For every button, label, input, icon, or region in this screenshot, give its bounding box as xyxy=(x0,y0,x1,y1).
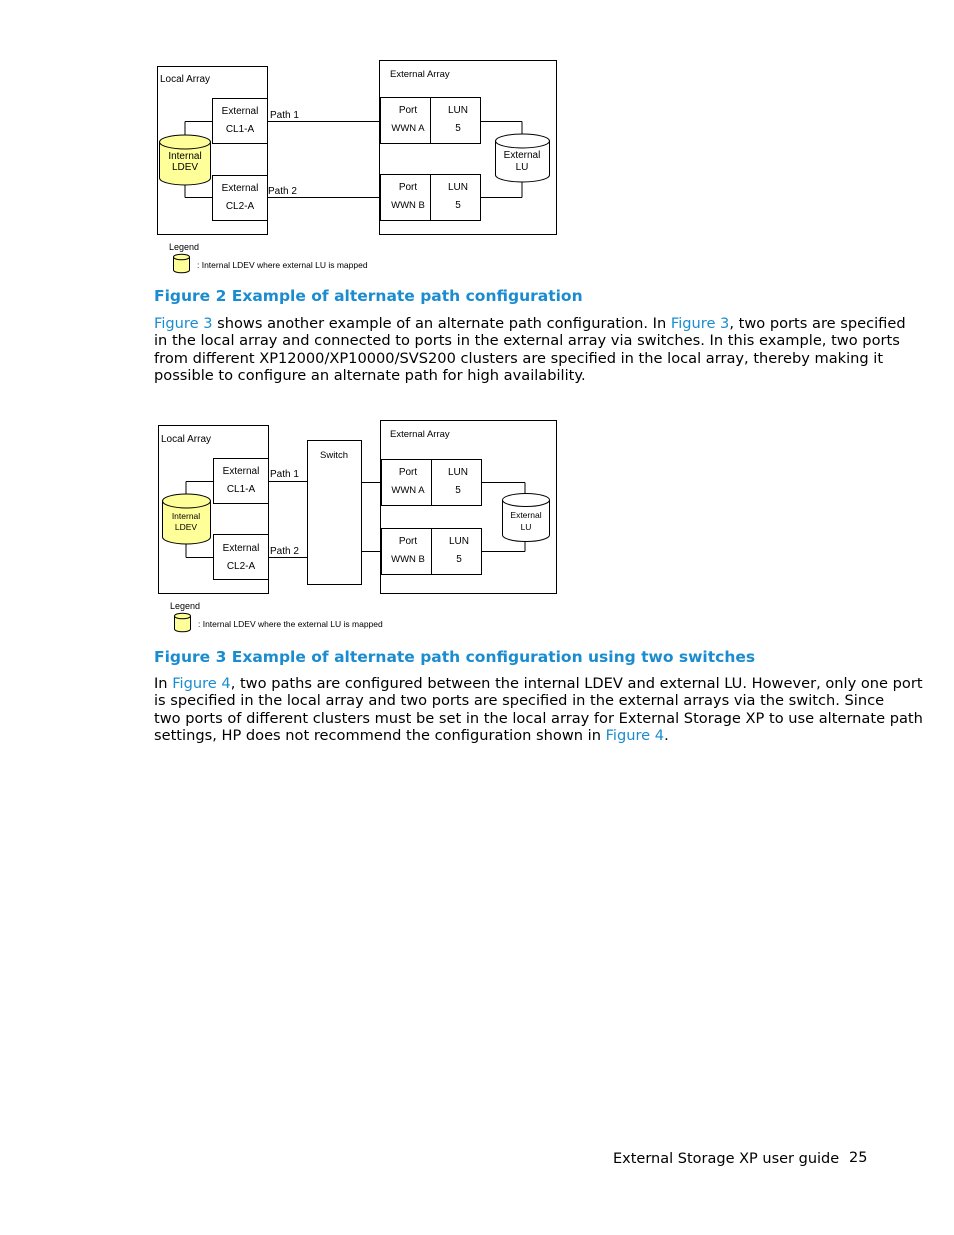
footer-page-number: 25 xyxy=(849,1150,868,1166)
fig2-extlu-label-2: LU xyxy=(515,162,529,173)
fig2-port-b-label-1: Port xyxy=(398,182,418,193)
fig2-path1-label: Path 1 xyxy=(270,110,299,121)
figure-2-diagram xyxy=(158,61,557,273)
fig2-local-array-label: Local Array xyxy=(160,74,211,85)
fig2-extlu-label-1: External xyxy=(503,150,541,161)
legend-ldev-cylinder-icon xyxy=(175,613,191,632)
fig3-lun-b-label-1: LUN xyxy=(448,536,470,547)
fig2-port-a-label-1: Port xyxy=(398,105,418,116)
para1-line-2: in the local array and connected to ports in the external array via switches. In this example, two ports xyxy=(154,332,900,350)
para1-line-1-end: , two ports are specified xyxy=(729,315,906,332)
para2-line-4-start: settings, HP does not recommend the configuration shown in xyxy=(154,726,606,744)
para1-line-4: possible to configure an alternate path for high availability. xyxy=(154,366,586,384)
paragraph-figure-4-description xyxy=(154,675,923,744)
fig3-port-a-label-1: Port xyxy=(398,467,418,478)
figure-4-link[interactable]: Figure 4 xyxy=(172,675,231,692)
fig2-external-array-label: External Array xyxy=(390,69,450,80)
figure-3-caption: Figure 3 Example of alternate path configuration using two switches xyxy=(154,648,756,666)
para2-line-4-end: . xyxy=(664,726,669,744)
switch-box xyxy=(308,441,362,585)
fig3-path2-label: Path 2 xyxy=(270,546,299,557)
fig3-cl2-label-1: External xyxy=(222,543,260,554)
fig3-external-array-label: External Array xyxy=(390,429,450,440)
para2-line-3: two ports of different clusters must be set in the local array for External Storage XP to use alternate path xyxy=(154,709,923,727)
fig3-port-b-label-1: Port xyxy=(398,536,418,547)
para2-line-1-end: , two paths are configured between the internal LDEV and external LU. However, only one port xyxy=(230,675,923,692)
fig2-cl1-label-1: External xyxy=(221,106,259,117)
para2-line-2: is specified in the local array and two ports are specified in the external arrays via the switch. Since xyxy=(154,692,885,710)
figure-3-diagram xyxy=(159,421,557,632)
fig3-switch-label: Switch xyxy=(320,450,348,461)
fig3-cl1-label-2: CL1-A xyxy=(226,484,256,495)
legend-ldev-cylinder-icon xyxy=(174,254,190,273)
fig2-lun-a-label-1: LUN xyxy=(447,105,469,116)
fig2-lun-a-label-2: 5 xyxy=(455,123,461,134)
fig3-cl2-label-2: CL2-A xyxy=(226,561,256,572)
fig3-ldev-label-1: Internal xyxy=(171,511,201,521)
fig2-lun-b-label-2: 5 xyxy=(455,200,461,211)
para2-line-4 xyxy=(154,727,860,744)
fig2-port-a-label-2: WWN A xyxy=(391,123,425,134)
fig2-ldev-label-2: LDEV xyxy=(171,162,199,173)
fig2-lun-b-label-1: LUN xyxy=(447,182,469,193)
para1-line-3: from different XP12000/XP10000/SVS200 clusters are specified in the local array, thereby making it xyxy=(154,349,884,367)
fig3-lun-a-label-2: 5 xyxy=(455,485,461,496)
fig3-extlu-label-1: External xyxy=(510,510,542,520)
fig3-cl1-label-1: External xyxy=(222,466,260,477)
para2-line-1 xyxy=(154,675,923,692)
fig3-lun-a-label-1: LUN xyxy=(447,467,469,478)
fig2-cl1-label-2: CL1-A xyxy=(225,124,255,135)
fig3-port-a-label-2: WWN A xyxy=(391,485,425,496)
fig2-legend-text: : Internal LDEV where external LU is mapped xyxy=(197,260,368,270)
figure-4-link[interactable]: Figure 4 xyxy=(605,726,665,744)
fig3-local-array-label: Local Array xyxy=(161,434,212,445)
para1-line-1-mid: shows another example of an alternate path configuration. In xyxy=(212,315,671,332)
fig2-cl2-label-1: External xyxy=(221,183,259,194)
paragraph-figure-3-description xyxy=(154,315,906,384)
figure-3-link[interactable]: Figure 3 xyxy=(670,315,730,332)
para1-line-1 xyxy=(154,315,906,332)
figure-2-caption: Figure 2 Example of alternate path configuration xyxy=(154,287,583,305)
fig3-lun-b-label-2: 5 xyxy=(456,554,462,565)
fig3-path1-label: Path 1 xyxy=(270,469,299,480)
external-cl2-box xyxy=(214,535,269,580)
para2-line-1-start: In xyxy=(154,675,173,692)
fig3-port-b-label-2: WWN B xyxy=(391,554,425,565)
fig3-extlu-label-2: LU xyxy=(520,522,532,532)
fig3-legend-text: : Internal LDEV where the external LU is mapped xyxy=(198,619,383,629)
fig2-path2-label: Path 2 xyxy=(268,186,297,197)
fig3-ldev-label-2: LDEV xyxy=(174,522,198,532)
fig2-legend-title: Legend xyxy=(169,242,200,252)
fig2-ldev-label-1: Internal xyxy=(168,151,202,162)
footer-guide-title: External Storage XP user guide xyxy=(613,1151,840,1167)
figure-3-link[interactable]: Figure 3 xyxy=(154,315,213,332)
fig3-legend-title: Legend xyxy=(170,601,201,611)
fig2-cl2-label-2: CL2-A xyxy=(225,201,255,212)
fig2-port-b-label-2: WWN B xyxy=(391,200,425,211)
